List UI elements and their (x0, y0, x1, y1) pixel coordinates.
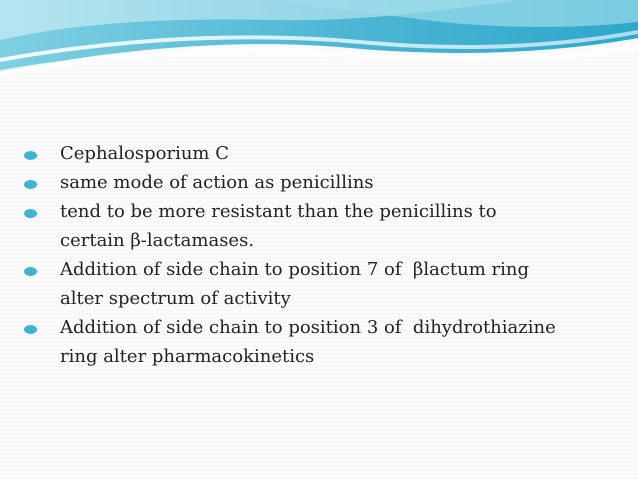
bullet-item-position-3 (20, 313, 620, 371)
bullet-item-mode-of-action (20, 168, 620, 197)
bullet-list-area (20, 139, 620, 371)
bullet-item-resistance (20, 197, 620, 255)
bullet-icon (24, 180, 37, 189)
bullet-text: tend to be more resistant than the penicillins to certain β-lactamases. (60, 201, 497, 251)
bullet-icon (24, 209, 37, 218)
bullet-icon (24, 267, 37, 276)
bullet-icon (24, 151, 37, 160)
bullet-list (20, 139, 620, 371)
bullet-text: Addition of side chain to position 3 of dihydrothiazine ring alter pharmacokinetics (60, 317, 556, 367)
header-wave-decoration (0, 0, 638, 90)
bullet-item-cephalosporium-c (20, 139, 620, 168)
bullet-icon (24, 325, 37, 334)
bullet-text: Addition of side chain to position 7 of βlactum ring alter spectrum of activity (60, 259, 530, 309)
bullet-text: same mode of action as penicillins (60, 172, 374, 193)
bullet-text: Cephalosporium C (60, 143, 229, 164)
bullet-item-position-7 (20, 255, 620, 313)
